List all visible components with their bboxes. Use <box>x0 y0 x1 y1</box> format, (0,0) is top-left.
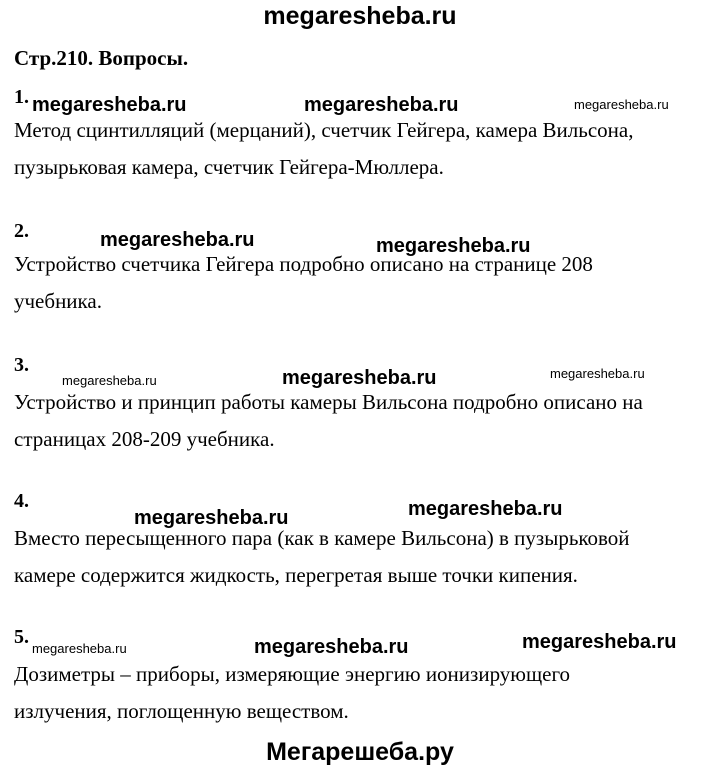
answer-line: Вместо пересыщенного пара (как в камере Вильсона) в пузырьковой <box>14 526 630 550</box>
answer-line: Устройство и принцип работы камеры Вильсона подробно описано на <box>14 390 643 414</box>
answer-line: излучения, поглощенную веществом. <box>14 699 349 723</box>
answer-text <box>14 520 714 594</box>
page-title: Стр.210. Вопросы. <box>14 46 189 70</box>
answer-text <box>14 384 714 458</box>
watermark: megaresheba.ru <box>32 94 187 116</box>
watermark: megaresheba.ru <box>254 636 409 658</box>
answer-line: Дозиметры – приборы, измеряющие энергию ионизирующего <box>14 662 571 686</box>
watermark: megaresheba.ru <box>134 507 289 529</box>
question-number: 1. <box>14 86 29 108</box>
watermark: megaresheba.ru <box>376 235 531 257</box>
watermark: megaresheba.ru <box>32 641 127 656</box>
answer-line: Устройство счетчика Гейгера подробно описано на странице 208 <box>14 252 593 276</box>
answer-line: страницах 208-209 учебника. <box>14 427 275 451</box>
question-number: 2. <box>14 220 29 242</box>
watermark: megaresheba.ru <box>550 366 645 381</box>
answer-text <box>14 112 714 186</box>
question-number: 4. <box>14 490 29 512</box>
answer-text <box>14 246 714 320</box>
watermark: megaresheba.ru <box>100 229 255 251</box>
answer-text <box>14 656 714 730</box>
answer-line: пузырьковая камера, счетчик Гейгера-Мюллера. <box>14 155 444 179</box>
watermark: megaresheba.ru <box>62 373 157 388</box>
watermark: megaresheba.ru <box>282 367 437 389</box>
watermark: megaresheba.ru <box>522 631 677 653</box>
watermark: megaresheba.ru <box>408 498 563 520</box>
answer-line: Метод сцинтилляций (мерцаний), счетчик Гейгера, камера Вильсона, <box>14 118 634 142</box>
question-number: 5. <box>14 626 29 648</box>
answer-line: учебника. <box>14 289 102 313</box>
site-footer-logo[interactable]: Мегарешеба.ру <box>266 738 454 766</box>
site-header-logo[interactable]: megaresheba.ru <box>263 2 457 30</box>
answer-line: камере содержится жидкость, перегретая выше точки кипения. <box>14 563 578 587</box>
watermark: megaresheba.ru <box>574 97 669 112</box>
watermark: megaresheba.ru <box>304 94 459 116</box>
question-number: 3. <box>14 354 29 376</box>
